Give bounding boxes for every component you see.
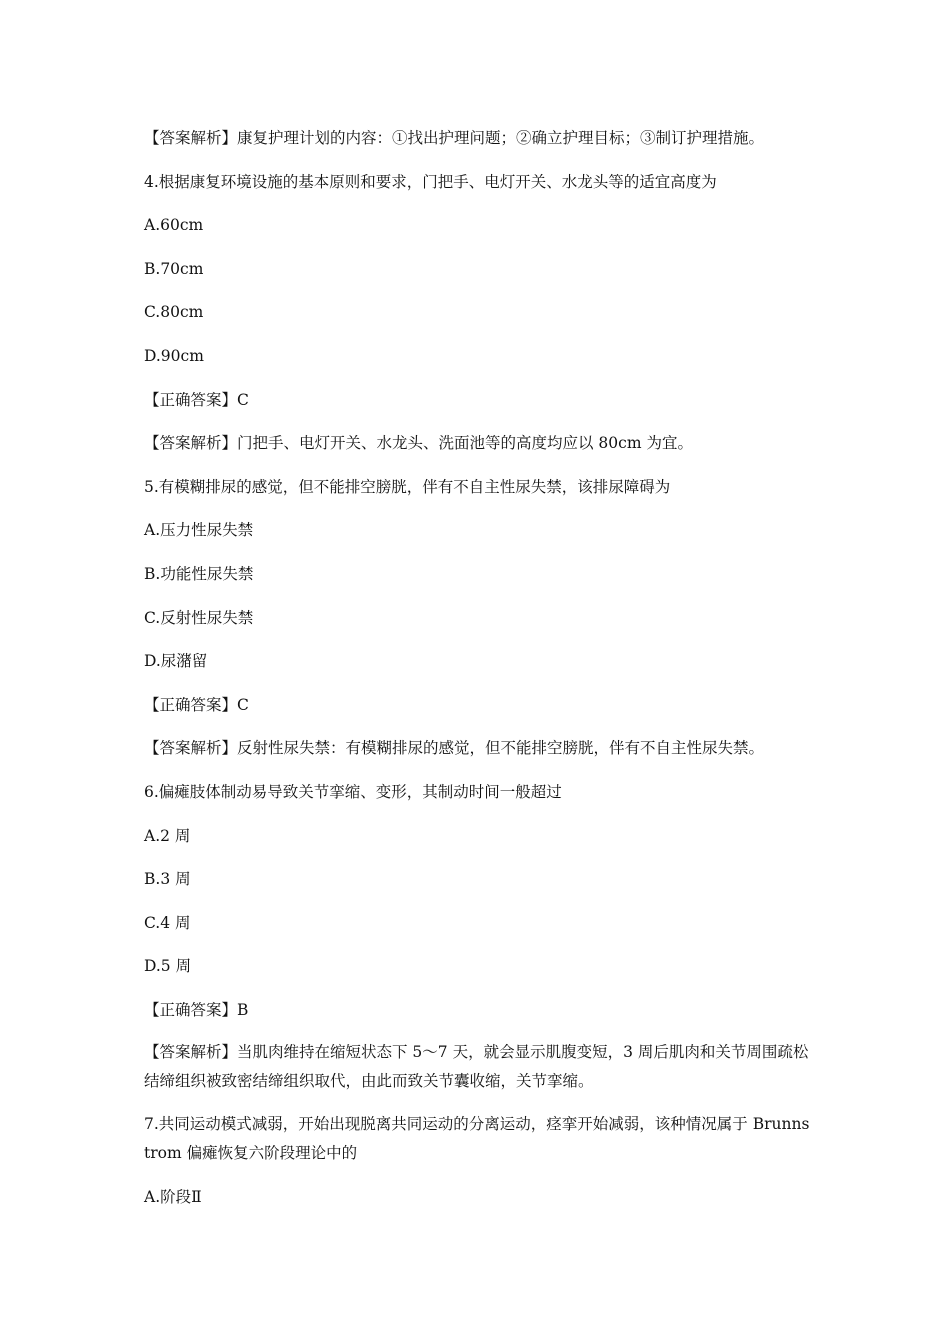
question-7: 7.共同运动模式减弱，开始出现脱离共同运动的分离运动，痉挛开始减弱，该种情况属于 Brunnstrom 偏瘫恢复六阶段理论中的 xyxy=(144,1115,810,1163)
question-5-option-d: D.尿潴留 xyxy=(144,652,208,671)
question-6: 6.偏瘫肢体制动易导致关节挛缩、变形，其制动时间一般超过 xyxy=(144,782,562,801)
question-4: 4.根据康复环境设施的基本原则和要求，门把手、电灯开关、水龙头等的适宜高度为 xyxy=(144,172,717,191)
question-6-option-c: C.4 周 xyxy=(144,913,191,932)
question-4-option-b: B.70cm xyxy=(144,259,204,278)
answer-explanation-5: 【答案解析】反射性尿失禁：有模糊排尿的感觉，但不能排空膀胱，伴有不自主性尿失禁。 xyxy=(144,739,765,758)
answer-explanation-3: 【答案解析】康复护理计划的内容：①找出护理问题；②确立护理目标；③制订护理措施。 xyxy=(144,129,765,147)
answer-explanation-6: 【答案解析】当肌肉维持在缩短状态下 5～7 天，就会显示肌腹变短，3 周后肌肉和关节周围疏松结缔组织被致密结缔组织取代，由此而致关节囊收缩，关节挛缩。 xyxy=(144,1043,809,1091)
question-5-option-b: B.功能性尿失禁 xyxy=(144,564,254,583)
question-5-option-c: C.反射性尿失禁 xyxy=(144,608,254,627)
correct-answer-4: 【正确答案】C xyxy=(144,390,249,409)
answer-explanation-4: 【答案解析】门把手、电灯开关、水龙头、洗面池等的高度均应以 80cm 为宜。 xyxy=(144,434,693,453)
question-4-option-d: D.90cm xyxy=(144,346,204,365)
question-6-option-a: A.2 周 xyxy=(144,826,191,845)
document-body xyxy=(144,123,814,1225)
question-7-option-a: A.阶段Ⅱ xyxy=(144,1187,202,1206)
correct-answer-6: 【正确答案】B xyxy=(144,1000,249,1019)
question-4-option-c: C.80cm xyxy=(144,303,204,322)
question-5: 5.有模糊排尿的感觉，但不能排空膀胱，伴有不自主性尿失禁，该排尿障碍为 xyxy=(144,477,671,496)
question-4-option-a: A.60cm xyxy=(144,216,204,235)
question-6-option-d: D.5 周 xyxy=(144,957,192,976)
question-5-option-a: A.压力性尿失禁 xyxy=(144,521,254,540)
question-6-option-b: B.3 周 xyxy=(144,870,191,889)
correct-answer-5: 【正确答案】C xyxy=(144,695,249,714)
